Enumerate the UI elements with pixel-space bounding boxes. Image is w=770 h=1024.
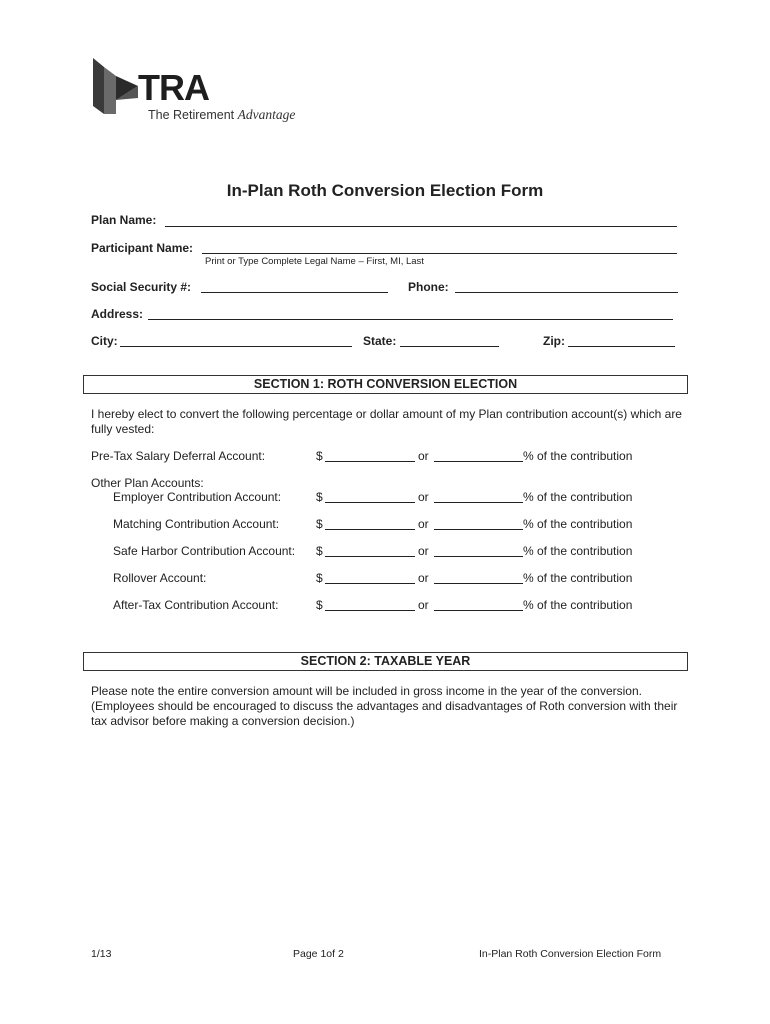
phone-field[interactable] [455,292,678,293]
employer-percent-field[interactable] [434,502,523,503]
or-label: or [418,544,429,558]
matching-dollar-field[interactable] [325,529,415,530]
other-accounts-header: Other Plan Accounts: [91,476,204,490]
employer-dollar-field[interactable] [325,502,415,503]
footer-page-number: Page 1of 2 [293,948,344,960]
footer-date: 1/13 [91,948,112,960]
logo-tagline-plain: The Retirement [148,108,235,122]
dollar-sign: $ [316,517,323,531]
state-field[interactable] [400,346,499,347]
or-label: or [418,571,429,585]
participant-name-field[interactable] [202,253,677,254]
or-label: or [418,449,429,463]
dollar-sign: $ [316,571,323,585]
participant-name-label: Participant Name: [91,241,194,255]
percent-suffix: % of the contribution [523,571,633,585]
rollover-dollar-field[interactable] [325,583,415,584]
percent-suffix: % of the contribution [523,449,633,463]
matching-percent-field[interactable] [434,529,523,530]
dollar-sign: $ [316,490,323,504]
address-field[interactable] [148,319,673,320]
dollar-sign: $ [316,598,323,612]
percent-suffix: % of the contribution [523,598,633,612]
safe-harbor-dollar-field[interactable] [325,556,415,557]
ssn-label: Social Security #: [91,280,192,294]
employer-account-label: Employer Contribution Account: [113,490,282,504]
pretax-dollar-field[interactable] [325,461,415,462]
or-label: or [418,598,429,612]
dollar-sign: $ [316,544,323,558]
logo-wordmark: TRA [138,67,209,108]
logo-tagline [148,107,295,123]
or-label: or [418,490,429,504]
section1-title: SECTION 1: ROTH CONVERSION ELECTION [253,377,518,391]
percent-suffix: % of the contribution [523,544,633,558]
section1-header [83,375,688,394]
city-field[interactable] [120,346,352,347]
percent-suffix: % of the contribution [523,517,633,531]
zip-field[interactable] [568,346,675,347]
percent-suffix: % of the contribution [523,490,633,504]
after-tax-dollar-field[interactable] [325,610,415,611]
zip-label: Zip: [543,334,565,348]
safe-harbor-percent-field[interactable] [434,556,523,557]
or-label: or [418,517,429,531]
safe-harbor-account-label: Safe Harbor Contribution Account: [113,544,296,558]
after-tax-percent-field[interactable] [434,610,523,611]
state-label: State: [363,334,397,348]
city-label: City: [91,334,118,348]
plan-name-label: Plan Name: [91,213,157,227]
section2-title: SECTION 2: TAXABLE YEAR [300,654,471,668]
plan-name-field[interactable] [165,226,677,227]
participant-name-hint: Print or Type Complete Legal Name – First, MI, Last [205,256,424,267]
logo-tagline-italic: Advantage [237,107,296,122]
phone-label: Phone: [408,280,449,294]
rollover-account-label: Rollover Account: [113,571,207,585]
section2-text: Please note the entire conversion amount will be included in gross income in the year of the conversion. (Employees should be encouraged to discuss the advantages and disadvantages of Roth conversion with their tax advisor before making a conversion decision.) [91,684,678,728]
pretax-label: Pre-Tax Salary Deferral Account: [91,449,266,463]
section1-intro: I hereby elect to convert the following percentage or dollar amount of my Plan contribution account(s) which are fully vested: [91,407,682,436]
section2-header [83,652,688,671]
dollar-sign: $ [316,449,323,463]
address-label: Address: [91,307,144,321]
pretax-percent-field[interactable] [434,461,523,462]
ssn-field[interactable] [201,292,388,293]
footer-form-name: In-Plan Roth Conversion Election Form [479,948,662,960]
rollover-percent-field[interactable] [434,583,523,584]
matching-account-label: Matching Contribution Account: [113,517,280,531]
form-title: In-Plan Roth Conversion Election Form [226,181,544,200]
after-tax-account-label: After-Tax Contribution Account: [113,598,279,612]
